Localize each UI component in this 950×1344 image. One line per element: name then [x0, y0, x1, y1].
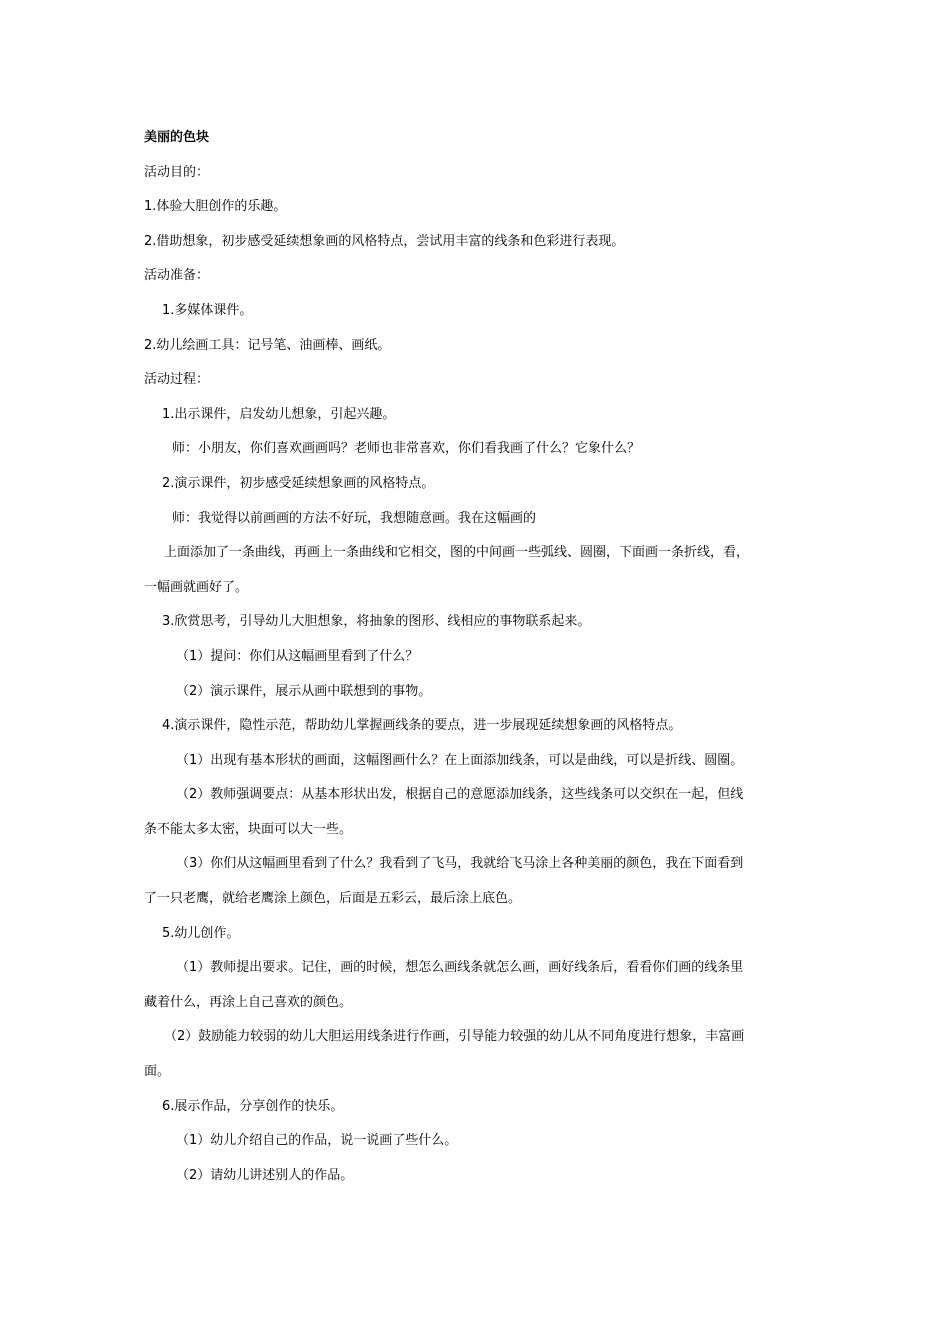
process-step-6: 6.展示作品，分享创作的快乐。 [162, 1098, 344, 1114]
step-5-sub-2-cont: 面。 [144, 1064, 171, 1080]
section-heading-preparation: 活动准备： [144, 268, 210, 284]
step-6-sub-1: （1）幼儿介绍自己的作品，说一说画了些什么。 [176, 1133, 458, 1149]
step-3-sub-1: （1）提问：你们从这幅画里看到了什么？ [176, 648, 419, 664]
section-heading-process: 活动过程： [144, 372, 210, 388]
process-step-4: 4.演示课件，隐性示范，帮助幼儿掌握画线条的要点，进一步展现延续想象画的风格特点。 [162, 718, 682, 734]
step-4-sub-2-cont: 条不能太多太密，块面可以大一些。 [144, 821, 353, 837]
document-body [144, 128, 814, 1200]
step-4-sub-3: （3）你们从这幅画里看到了什么？我看到了飞马，我就给飞马涂上各种美丽的颜色，我在下面看到 [176, 856, 744, 872]
document-title: 美丽的色块 [144, 130, 210, 145]
step-4-sub-1: （1）出现有基本形状的画面，这幅图画什么？在上面添加线条，可以是曲线，可以是折线、圆圈。 [176, 752, 744, 768]
process-step-2: 2.演示课件，初步感受延续想象画的风格特点。 [162, 475, 435, 491]
goal-item-2: 2.借助想象，初步感受延续想象画的风格特点，尝试用丰富的线条和色彩进行表现。 [144, 233, 625, 249]
process-step-5: 5.幼儿创作。 [162, 925, 240, 941]
preparation-item-2: 2.幼儿绘画工具：记号笔、油画棒、画纸。 [144, 337, 391, 353]
step-5-sub-1: （1）教师提出要求。记住，画的时候，想怎么画线条就怎么画，画好线条后，看看你们画的线条里 [176, 960, 744, 976]
step-5-sub-2: （2）鼓励能力较弱的幼儿大胆运用线条进行作画，引导能力较强的幼儿从不同角度进行想象，丰富画 [164, 1029, 745, 1045]
step-4-sub-2: （2）教师强调要点：从基本形状出发，根据自己的意愿添加线条，这些线条可以交织在一起，但线 [176, 787, 744, 803]
goal-item-1: 1.体验大胆创作的乐趣。 [144, 199, 287, 215]
step-6-sub-2: （2）请幼儿讲述别人的作品。 [176, 1167, 354, 1183]
step-5-sub-1-cont: 藏着什么，再涂上自己喜欢的颜色。 [144, 994, 353, 1010]
teacher-dialogue-2-cont: 上面添加了一条曲线，再画上一条曲线和它相交，图的中间画一些弧线、圆圈，下面画一条折线，看， [164, 545, 750, 561]
teacher-dialogue-2-end: 一幅画就画好了。 [144, 579, 249, 595]
teacher-dialogue-1: 师：小朋友，你们喜欢画画吗？老师也非常喜欢，你们看我画了什么？它象什么？ [172, 441, 641, 457]
section-heading-goals: 活动目的： [144, 164, 210, 180]
process-step-3: 3.欣赏思考，引导幼儿大胆想象，将抽象的图形、线相应的事物联系起来。 [162, 614, 591, 630]
preparation-item-1: 1.多媒体课件。 [162, 302, 253, 318]
process-step-1: 1.出示课件，启发幼儿想象，引起兴趣。 [162, 406, 396, 422]
step-4-sub-3-cont: 了一只老鹰，就给老鹰涂上颜色，后面是五彩云，最后涂上底色。 [144, 891, 522, 907]
teacher-dialogue-2: 师：我觉得以前画画的方法不好玩，我想随意画。我在这幅画的 [172, 510, 537, 526]
step-3-sub-2: （2）演示课件，展示从画中联想到的事物。 [176, 683, 432, 699]
